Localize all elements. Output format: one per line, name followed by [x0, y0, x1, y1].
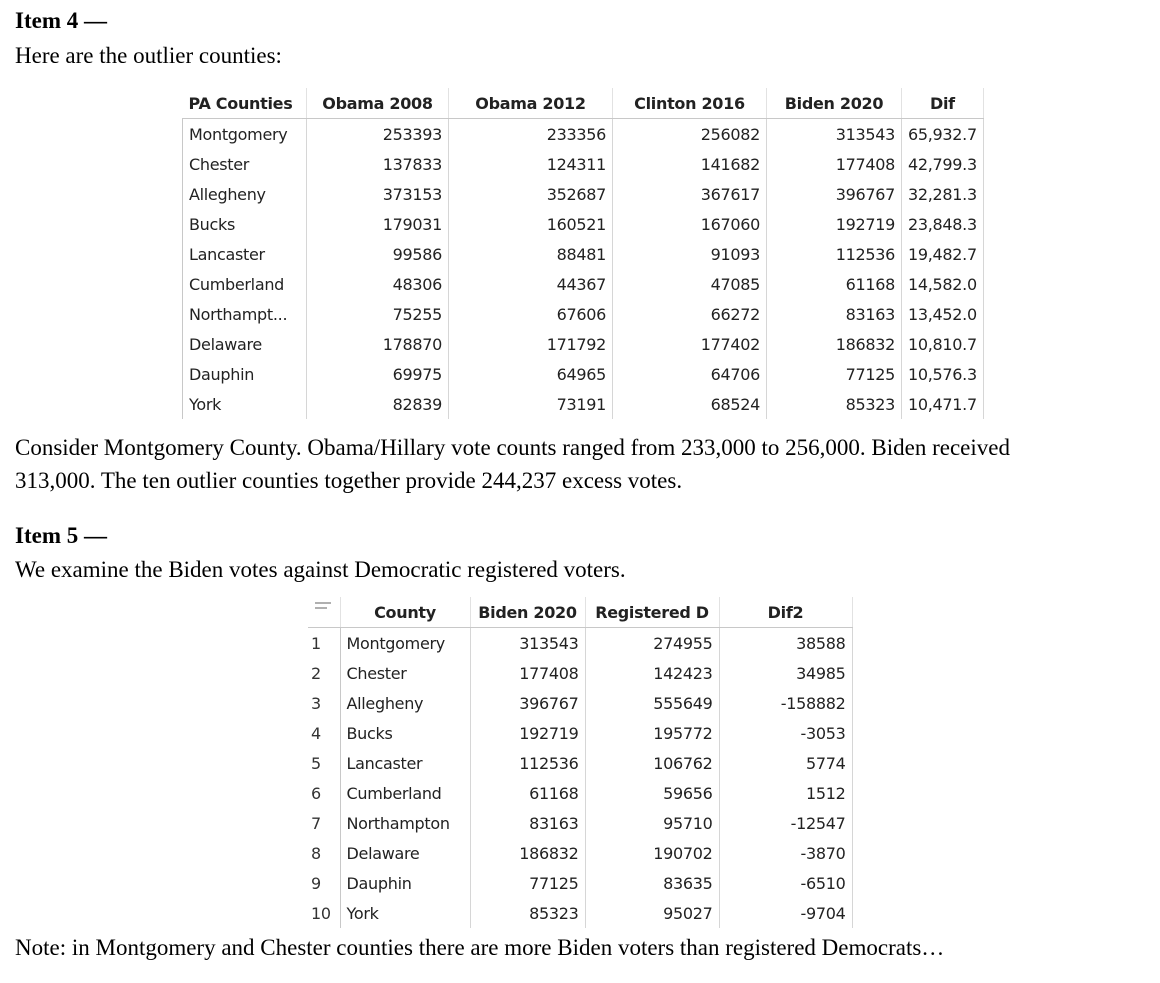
county-cell: York	[340, 898, 470, 928]
value-cell: 14,582.0	[902, 269, 984, 299]
value-cell: 32,281.3	[902, 179, 984, 209]
item5-intro: We examine the Biden votes against Democratic registered voters.	[15, 557, 626, 582]
value-cell: 5774	[719, 748, 852, 778]
value-cell: 88481	[449, 239, 613, 269]
column-header[interactable]: Dif	[902, 88, 984, 119]
table-row	[183, 179, 984, 209]
county-cell: Dauphin	[340, 868, 470, 898]
column-header[interactable]: PA Counties	[183, 88, 307, 119]
value-cell: 69975	[307, 359, 449, 389]
value-cell: 141682	[613, 149, 767, 179]
item5-heading: Item 5 —	[15, 523, 107, 548]
value-cell: 44367	[449, 269, 613, 299]
table-row	[308, 718, 852, 748]
value-cell: 171792	[449, 329, 613, 359]
county-cell: Montgomery	[183, 119, 307, 150]
table-row	[308, 748, 852, 778]
row-index: 8	[308, 838, 340, 868]
value-cell: 10,576.3	[902, 359, 984, 389]
column-header[interactable]: County	[340, 597, 470, 628]
county-cell: Allegheny	[340, 688, 470, 718]
value-cell: 95027	[585, 898, 719, 928]
table-row	[183, 209, 984, 239]
column-header[interactable]: Obama 2012	[449, 88, 613, 119]
table-row	[308, 808, 852, 838]
value-cell: 177402	[613, 329, 767, 359]
county-cell: Cumberland	[183, 269, 307, 299]
value-cell: 73191	[449, 389, 613, 419]
county-cell: Northampton	[340, 808, 470, 838]
table-row	[308, 778, 852, 808]
outlier-counties-table	[182, 88, 984, 419]
column-header[interactable]: Dif2	[719, 597, 852, 628]
value-cell: 192719	[470, 718, 585, 748]
row-index: 7	[308, 808, 340, 838]
table-row	[308, 628, 852, 659]
value-cell: 178870	[307, 329, 449, 359]
county-cell: Lancaster	[183, 239, 307, 269]
county-cell: Delaware	[183, 329, 307, 359]
value-cell: 23,848.3	[902, 209, 984, 239]
value-cell: 61168	[767, 269, 902, 299]
county-cell: Montgomery	[340, 628, 470, 659]
value-cell: 64706	[613, 359, 767, 389]
value-cell: 13,452.0	[902, 299, 984, 329]
value-cell: 99586	[307, 239, 449, 269]
column-header[interactable]: Biden 2020	[470, 597, 585, 628]
value-cell: 38588	[719, 628, 852, 659]
table-row	[308, 898, 852, 928]
value-cell: 42,799.3	[902, 149, 984, 179]
table-corner[interactable]	[308, 597, 340, 628]
value-cell: 137833	[307, 149, 449, 179]
row-index: 10	[308, 898, 340, 928]
value-cell: 555649	[585, 688, 719, 718]
value-cell: 195772	[585, 718, 719, 748]
item4-paragraph-line-2: 313,000. The ten outlier counties together provide 244,237 excess votes.	[15, 468, 683, 493]
value-cell: 85323	[767, 389, 902, 419]
county-cell: Chester	[340, 658, 470, 688]
table-row	[183, 299, 984, 329]
table-row	[183, 269, 984, 299]
value-cell: 177408	[767, 149, 902, 179]
value-cell: 313543	[767, 119, 902, 150]
table-row	[183, 359, 984, 389]
value-cell: 75255	[307, 299, 449, 329]
value-cell: 124311	[449, 149, 613, 179]
value-cell: 91093	[613, 239, 767, 269]
table-row	[308, 658, 852, 688]
value-cell: 61168	[470, 778, 585, 808]
value-cell: 352687	[449, 179, 613, 209]
value-cell: 65,932.7	[902, 119, 984, 150]
value-cell: 142423	[585, 658, 719, 688]
row-index: 3	[308, 688, 340, 718]
column-header[interactable]: Clinton 2016	[613, 88, 767, 119]
value-cell: 160521	[449, 209, 613, 239]
value-cell: 253393	[307, 119, 449, 150]
column-header[interactable]: Biden 2020	[767, 88, 902, 119]
value-cell: 77125	[470, 868, 585, 898]
value-cell: 34985	[719, 658, 852, 688]
table-row	[183, 149, 984, 179]
value-cell: 186832	[470, 838, 585, 868]
value-cell: -3053	[719, 718, 852, 748]
value-cell: 19,482.7	[902, 239, 984, 269]
item4-heading: Item 4 —	[15, 8, 107, 33]
table-row	[183, 239, 984, 269]
registered-voters-table	[308, 597, 853, 928]
value-cell: 48306	[307, 269, 449, 299]
value-cell: 85323	[470, 898, 585, 928]
value-cell: 177408	[470, 658, 585, 688]
value-cell: 67606	[449, 299, 613, 329]
value-cell: 373153	[307, 179, 449, 209]
value-cell: 190702	[585, 838, 719, 868]
county-cell: Chester	[183, 149, 307, 179]
value-cell: -12547	[719, 808, 852, 838]
value-cell: 64965	[449, 359, 613, 389]
value-cell: 396767	[470, 688, 585, 718]
value-cell: 256082	[613, 119, 767, 150]
value-cell: 10,810.7	[902, 329, 984, 359]
value-cell: -3870	[719, 838, 852, 868]
value-cell: 1512	[719, 778, 852, 808]
corner-icon	[315, 602, 333, 618]
item4-intro: Here are the outlier counties:	[15, 43, 282, 68]
item4-paragraph-line-1: Consider Montgomery County. Obama/Hillary vote counts ranged from 233,000 to 256,000. Biden received	[15, 435, 1010, 460]
value-cell: 396767	[767, 179, 902, 209]
table-row	[183, 389, 984, 419]
value-cell: 106762	[585, 748, 719, 778]
value-cell: 95710	[585, 808, 719, 838]
table-row	[308, 688, 852, 718]
value-cell: 313543	[470, 628, 585, 659]
note: Note: in Montgomery and Chester counties there are more Biden voters than registered Democrats…	[15, 935, 945, 960]
row-index: 1	[308, 628, 340, 659]
value-cell: 367617	[613, 179, 767, 209]
row-index: 6	[308, 778, 340, 808]
value-cell: 167060	[613, 209, 767, 239]
county-cell: Northampt...	[183, 299, 307, 329]
value-cell: 66272	[613, 299, 767, 329]
value-cell: 82839	[307, 389, 449, 419]
value-cell: 179031	[307, 209, 449, 239]
county-cell: Lancaster	[340, 748, 470, 778]
county-cell: Bucks	[183, 209, 307, 239]
value-cell: 83163	[470, 808, 585, 838]
county-cell: Allegheny	[183, 179, 307, 209]
table-row	[183, 119, 984, 150]
column-header[interactable]: Registered D	[585, 597, 719, 628]
value-cell: 59656	[585, 778, 719, 808]
row-index: 4	[308, 718, 340, 748]
county-cell: Bucks	[340, 718, 470, 748]
county-cell: York	[183, 389, 307, 419]
row-index: 2	[308, 658, 340, 688]
value-cell: 47085	[613, 269, 767, 299]
table-row	[308, 868, 852, 898]
value-cell: 112536	[470, 748, 585, 778]
county-cell: Cumberland	[340, 778, 470, 808]
value-cell: 77125	[767, 359, 902, 389]
county-cell: Dauphin	[183, 359, 307, 389]
value-cell: 83635	[585, 868, 719, 898]
value-cell: 192719	[767, 209, 902, 239]
value-cell: -6510	[719, 868, 852, 898]
county-cell: Delaware	[340, 838, 470, 868]
table-row	[183, 329, 984, 359]
value-cell: 83163	[767, 299, 902, 329]
column-header[interactable]: Obama 2008	[307, 88, 449, 119]
value-cell: 233356	[449, 119, 613, 150]
value-cell: 186832	[767, 329, 902, 359]
row-index: 9	[308, 868, 340, 898]
value-cell: 10,471.7	[902, 389, 984, 419]
value-cell: -9704	[719, 898, 852, 928]
table-row	[308, 838, 852, 868]
value-cell: 68524	[613, 389, 767, 419]
row-index: 5	[308, 748, 340, 778]
value-cell: -158882	[719, 688, 852, 718]
value-cell: 112536	[767, 239, 902, 269]
value-cell: 274955	[585, 628, 719, 659]
